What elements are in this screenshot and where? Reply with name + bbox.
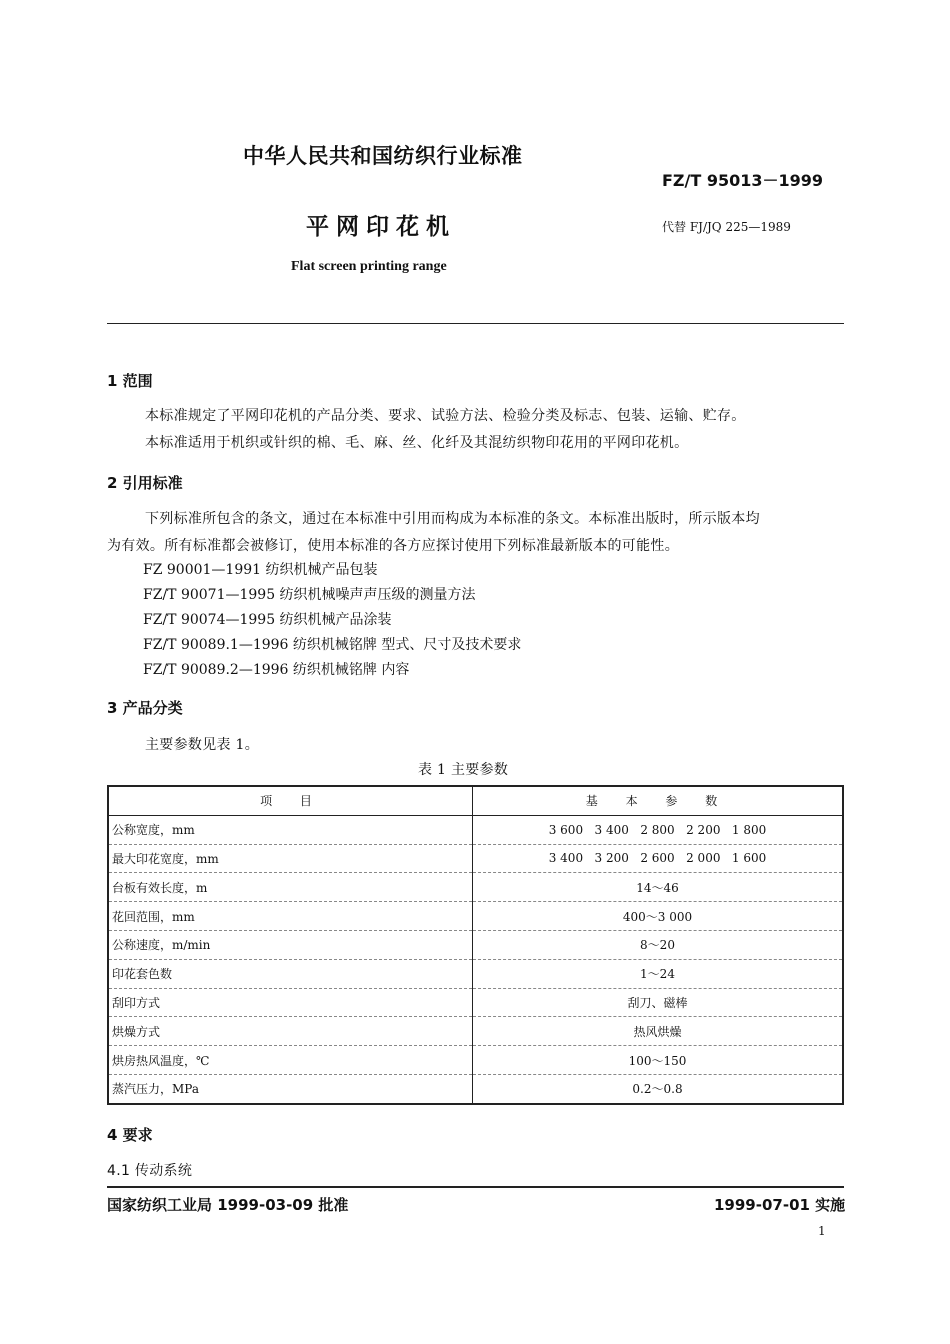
- row-item: 烘房热风温度，℃: [108, 1046, 473, 1075]
- section-2-heading: 2 引用标准: [107, 474, 183, 492]
- reference-item: FZ/T 90071—1995 纺织机械噪声声压级的测量方法: [143, 587, 476, 603]
- row-item: 印花套色数: [108, 959, 473, 988]
- reference-item: FZ 90001—1991 纺织机械产品包装: [143, 562, 378, 578]
- table-row: [108, 1074, 843, 1103]
- table-row: [108, 930, 843, 959]
- effective-date: 1999-07-01 实施: [714, 1196, 846, 1214]
- table-header-row: [108, 786, 843, 815]
- section-1-para-2: 本标准适用于机织或针织的棉、毛、麻、丝、化纤及其混纺织物印花用的平网印花机。: [145, 435, 689, 451]
- main-parameters-table: [107, 785, 844, 1105]
- reference-item: FZ/T 90089.2—1996 纺织机械铭牌 内容: [143, 662, 410, 678]
- section-1-heading: 1 范围: [107, 372, 153, 390]
- english-title: Flat screen printing range: [291, 259, 447, 274]
- page-number: 1: [818, 1224, 826, 1238]
- row-item: 最大印花宽度，mm: [108, 844, 473, 873]
- standard-code: FZ/T 95013－1999: [662, 171, 824, 190]
- row-value: 3 600 3 400 2 800 2 200 1 800: [473, 815, 844, 844]
- row-value: 14～46: [473, 873, 844, 902]
- row-value: 热风烘燥: [473, 1017, 844, 1046]
- row-item: 台板有效长度，m: [108, 873, 473, 902]
- header-rule: [107, 323, 844, 324]
- section-2-para-line-2: 为有效。所有标准都会被修订，使用本标准的各方应探讨使用下列标准最新版本的可能性。: [107, 538, 679, 554]
- row-value: 100～150: [473, 1046, 844, 1075]
- table-row: [108, 1017, 843, 1046]
- section-1-para-1: 本标准规定了平网印花机的产品分类、要求、试验方法、检验分类及标志、包装、运输、贮存。: [145, 408, 746, 424]
- row-value: 0.2～0.8: [632, 1082, 683, 1097]
- row-value: 8～20: [473, 930, 844, 959]
- header-item-label: 项 目: [260, 794, 324, 809]
- table-row: [108, 902, 843, 931]
- row-item: 花回范围，mm: [108, 902, 473, 931]
- footer-rule: [107, 1186, 844, 1188]
- table-row: [108, 959, 843, 988]
- row-item: 烘燥方式: [108, 1017, 473, 1046]
- row-value: 1～24: [473, 959, 844, 988]
- document-title: 平网印花机: [306, 214, 456, 240]
- section-3-para: 主要参数见表 1。: [145, 737, 260, 753]
- row-value: 400～3 000: [473, 902, 844, 931]
- row-item: 公称速度，m/min: [108, 930, 473, 959]
- reference-item: FZ/T 90074—1995 纺织机械产品涂装: [143, 612, 392, 628]
- header-value-cell: [473, 786, 844, 815]
- section-2-para-line-1: 下列标准所包含的条文，通过在本标准中引用而构成为本标准的条文。本标准出版时，所示版本均: [145, 511, 760, 527]
- row-value: 刮刀、磁棒: [473, 988, 844, 1017]
- reference-item: FZ/T 90089.1—1996 纺织机械铭牌 型式、尺寸及技术要求: [143, 637, 522, 653]
- section-3-heading: 3 产品分类: [107, 699, 183, 717]
- table-row: [108, 1046, 843, 1075]
- table-caption: 表 1 主要参数: [418, 762, 509, 778]
- table-row: [108, 988, 843, 1017]
- subsection-4-1: 4.1 传动系统: [107, 1163, 193, 1179]
- table-row: [108, 844, 843, 873]
- table-row: [108, 815, 843, 844]
- header-item-cell: [108, 786, 473, 815]
- row-item: 刮印方式: [108, 988, 473, 1017]
- replaces-note: 代替 FJ/JQ 225—1989: [662, 220, 791, 234]
- org-title: 中华人民共和国纺织行业标准: [243, 144, 523, 168]
- table-row: [108, 873, 843, 902]
- approval-note: 国家纺织工业局 1999-03-09 批准: [107, 1196, 349, 1214]
- section-4-heading: 4 要求: [107, 1126, 153, 1144]
- row-item: 蒸汽压力，MPa: [108, 1074, 473, 1103]
- row-value: 3 400 3 200 2 600 2 000 1 600: [473, 844, 844, 873]
- header-value-label: 基 本 参 数: [585, 794, 730, 809]
- row-item: 公称宽度，mm: [108, 815, 473, 844]
